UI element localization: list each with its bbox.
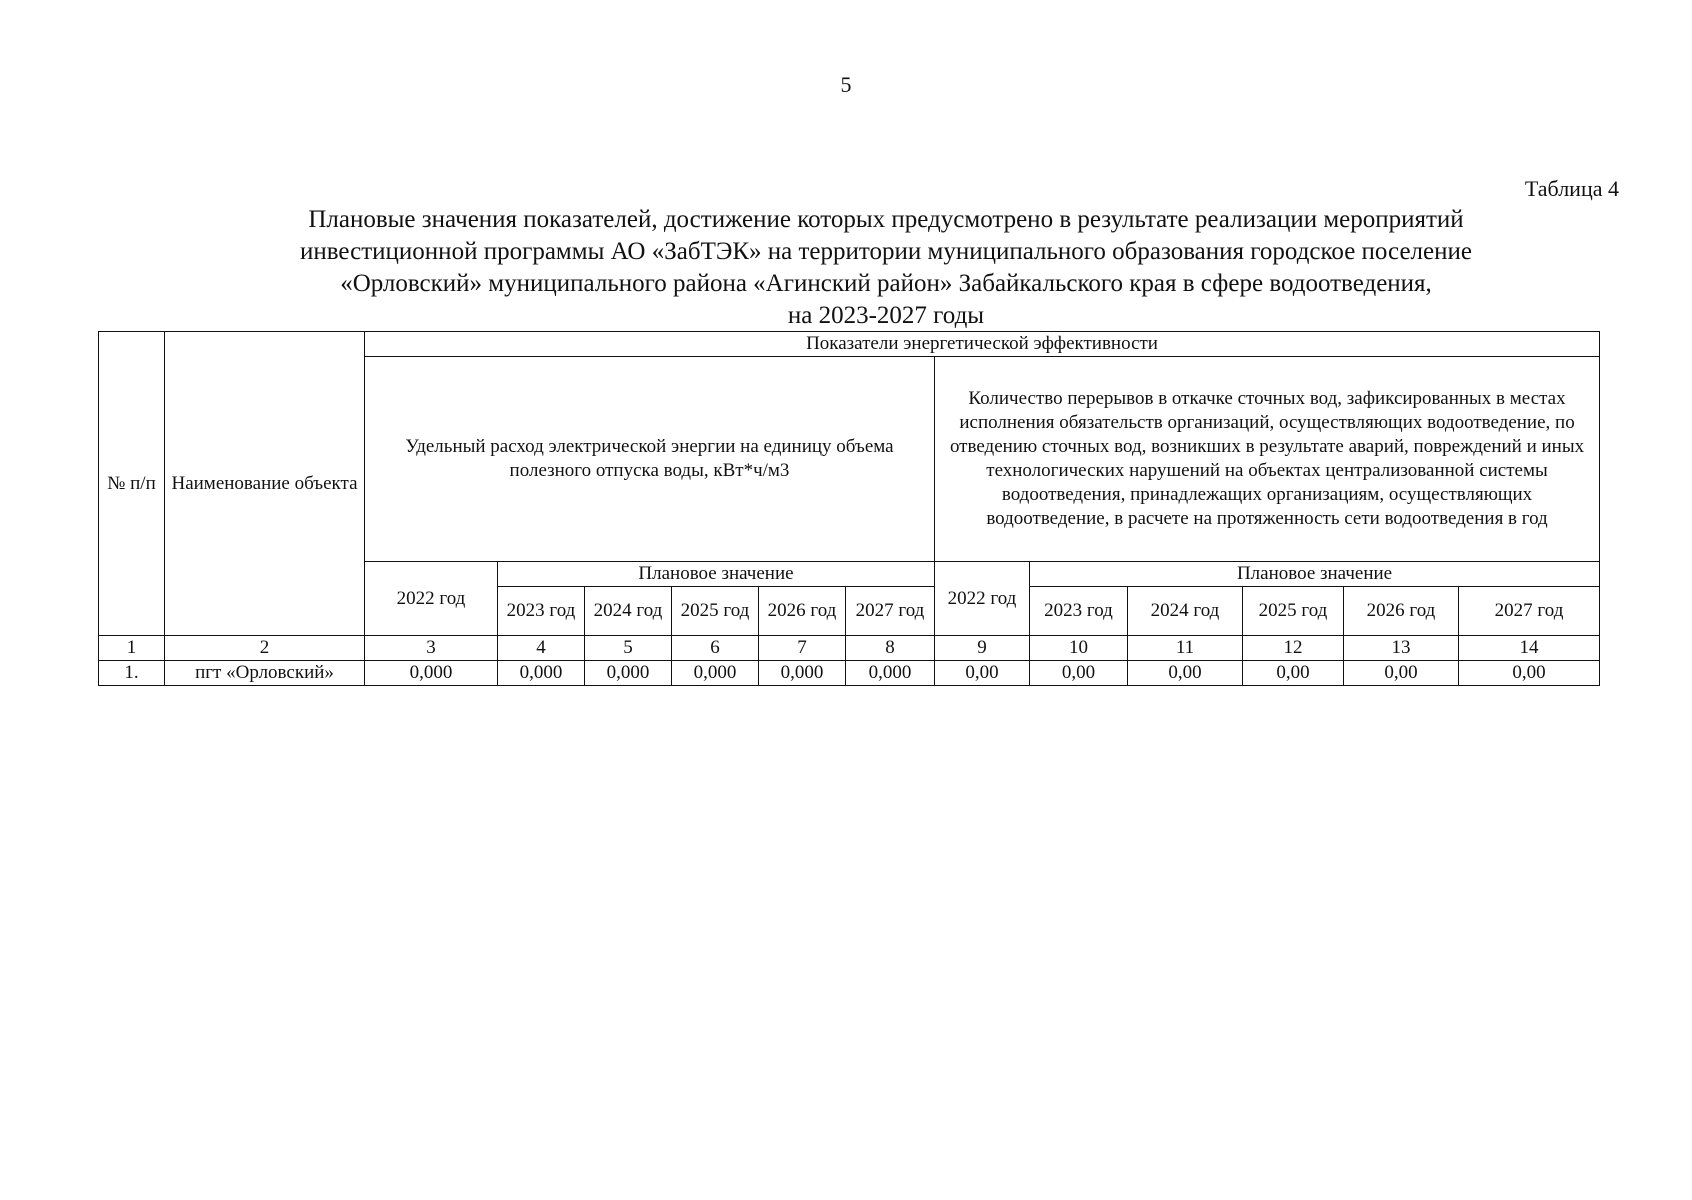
row-value: 0,00 bbox=[935, 661, 1030, 686]
title-line: «Орловский» муниципального района «Агинский район» Забайкальского края в сфере водоотведения, bbox=[340, 270, 1432, 297]
header-row-group bbox=[99, 332, 1600, 357]
row-value: 0,000 bbox=[759, 661, 846, 686]
ind2-year: 2026 год bbox=[1344, 587, 1459, 636]
column-number: 5 bbox=[585, 636, 672, 661]
ind2-year: 2027 год bbox=[1459, 587, 1600, 636]
title-line: на 2023-2027 годы bbox=[787, 302, 985, 329]
ind1-year: 2026 год bbox=[759, 587, 846, 636]
row-value: 0,000 bbox=[585, 661, 672, 686]
table-label: Таблица 4 bbox=[1524, 176, 1619, 201]
row-value: 0,000 bbox=[498, 661, 585, 686]
document-title bbox=[120, 204, 1652, 332]
column-number: 11 bbox=[1128, 636, 1243, 661]
ind2-plan-header: Плановое значение bbox=[1030, 562, 1600, 587]
title-line: Плановые значения показателей, достижение которых предусмотрено в результате реализации мероприятий bbox=[308, 206, 1464, 233]
row-value: 0,000 bbox=[672, 661, 759, 686]
row-value: 0,00 bbox=[1243, 661, 1344, 686]
column-number: 2 bbox=[165, 636, 365, 661]
row-value: 0,000 bbox=[365, 661, 498, 686]
ind1-base-year: 2022 год bbox=[365, 562, 498, 636]
row-number: 1. bbox=[99, 661, 165, 686]
ind2-year: 2025 год bbox=[1243, 587, 1344, 636]
column-number: 14 bbox=[1459, 636, 1600, 661]
ind2-base-year: 2022 год bbox=[935, 562, 1030, 636]
column-number: 8 bbox=[846, 636, 935, 661]
indicator1-header: Удельный расход электрической энергии на единицу объема полезного отпуска воды, кВт*ч/м3 bbox=[365, 357, 935, 562]
title-line: инвестиционной программы АО «ЗабТЭК» на территории муниципального образования городское поселение bbox=[300, 238, 1472, 265]
column-number: 7 bbox=[759, 636, 846, 661]
column-number: 10 bbox=[1030, 636, 1128, 661]
column-number: 1 bbox=[99, 636, 165, 661]
row-value: 0,000 bbox=[846, 661, 935, 686]
column-number: 4 bbox=[498, 636, 585, 661]
row-value: 0,00 bbox=[1128, 661, 1243, 686]
row-value: 0,00 bbox=[1459, 661, 1600, 686]
ind2-year: 2023 год bbox=[1030, 587, 1128, 636]
page-number: 5 bbox=[840, 72, 852, 97]
ind1-plan-header: Плановое значение bbox=[498, 562, 935, 587]
column-number: 13 bbox=[1344, 636, 1459, 661]
ind1-year: 2024 год bbox=[585, 587, 672, 636]
ind1-year: 2023 год bbox=[498, 587, 585, 636]
column-number: 9 bbox=[935, 636, 1030, 661]
column-number: 6 bbox=[672, 636, 759, 661]
row-value: 0,00 bbox=[1344, 661, 1459, 686]
ind1-year: 2025 год bbox=[672, 587, 759, 636]
row-object-name: пгт «Орловский» bbox=[165, 661, 365, 686]
table-row bbox=[99, 661, 1600, 686]
col-name-header: Наименование объекта bbox=[165, 332, 365, 636]
indicators-table bbox=[98, 331, 1600, 686]
indicator2-header: Количество перерывов в откачке сточных вод, зафиксированных в местах исполнения обязательств организаций, осуществляющих водоотведение, по отведению сточных вод, возникших в результате аварий, повреждений и иных технологических нарушений на объектах централизованной системы водоотведения, принадлежащих организациям, осуществляющих водоотведение, в расчете на протяженность сети водоотведения в год bbox=[935, 357, 1600, 562]
ind2-year: 2024 год bbox=[1128, 587, 1243, 636]
col-num-header: № п/п bbox=[99, 332, 165, 636]
column-number: 12 bbox=[1243, 636, 1344, 661]
ind1-year: 2027 год bbox=[846, 587, 935, 636]
row-value: 0,00 bbox=[1030, 661, 1128, 686]
group-header: Показатели энергетической эффективности bbox=[365, 332, 1600, 357]
column-number: 3 bbox=[365, 636, 498, 661]
column-number-row bbox=[99, 636, 1600, 661]
